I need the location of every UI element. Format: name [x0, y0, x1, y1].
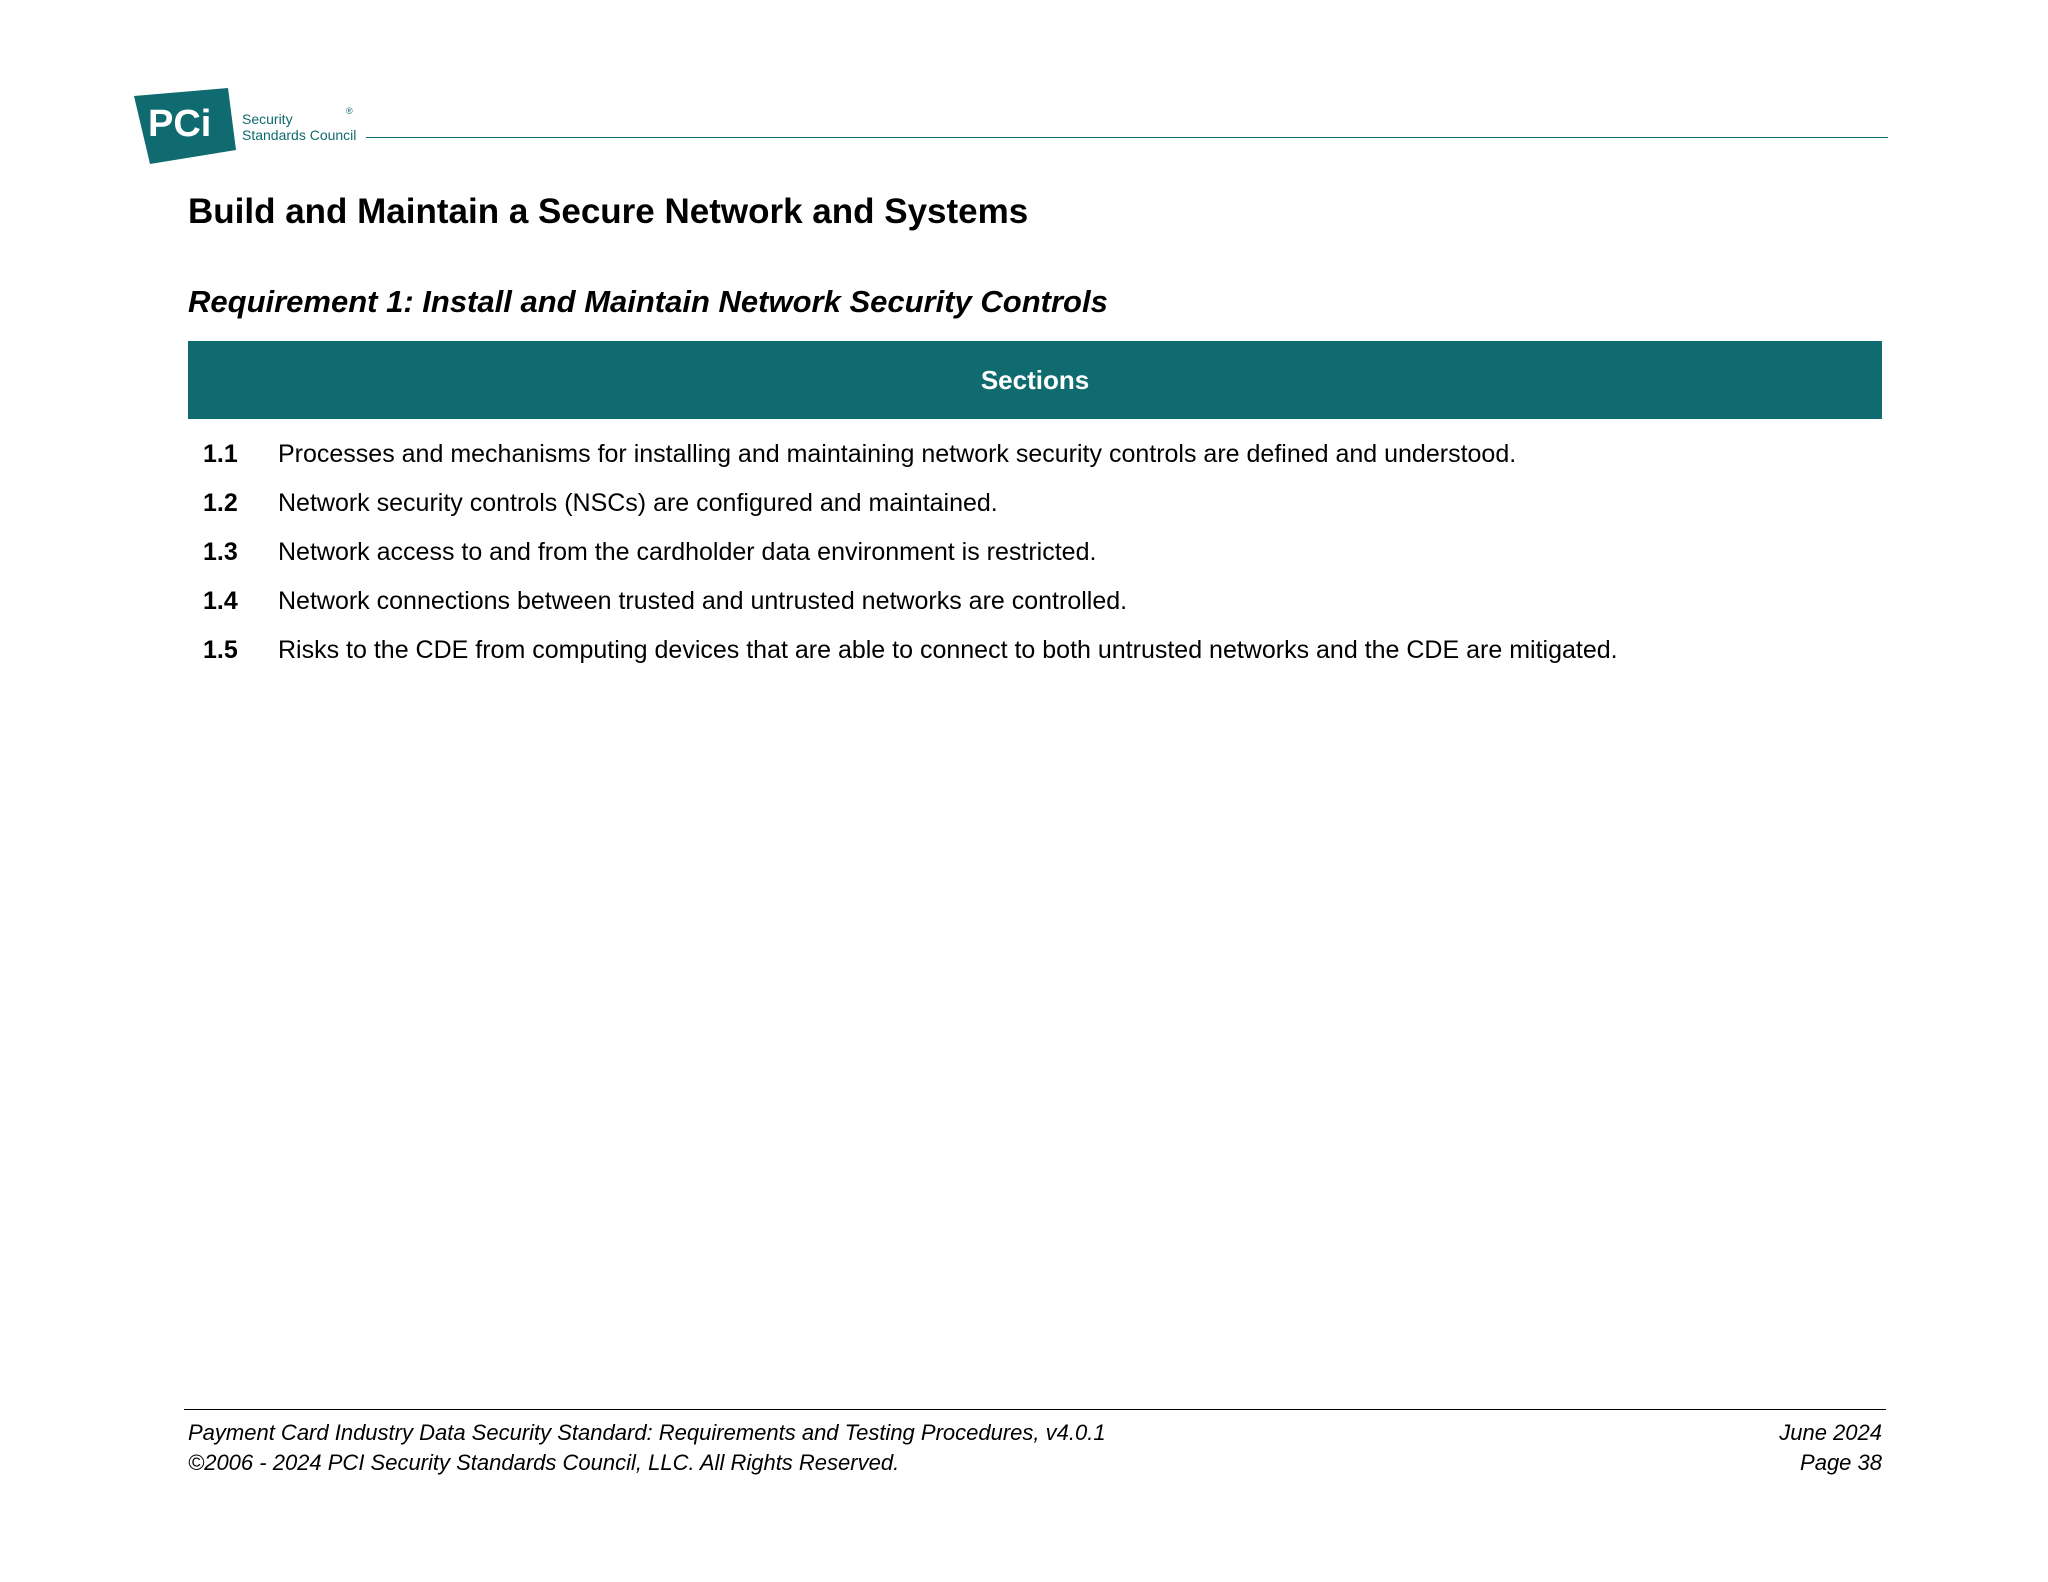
- footer-divider: [184, 1409, 1886, 1410]
- header-divider: [366, 137, 1888, 138]
- section-number: 1.4: [203, 587, 238, 615]
- list-item: [188, 577, 1882, 626]
- sections-table-header: [188, 341, 1882, 419]
- requirement-heading: Requirement 1: Install and Maintain Network Security Controls: [188, 284, 1108, 319]
- svg-text:PCi: PCi: [148, 103, 212, 145]
- pci-logo: [134, 88, 364, 164]
- svg-text:Security: Security: [242, 111, 293, 127]
- page-header: [134, 88, 1888, 168]
- section-text: Processes and mechanisms for installing and maintaining network security controls are defined and understood.: [278, 440, 1517, 468]
- section-text: Network connections between trusted and untrusted networks are controlled.: [278, 587, 1128, 615]
- section-number: 1.1: [203, 440, 238, 468]
- footer-copyright: ©2006 - 2024 PCI Security Standards Council, LLC. All Rights Reserved.: [188, 1450, 900, 1475]
- footer-date: June 2024: [1779, 1420, 1882, 1445]
- list-item: [188, 430, 1882, 479]
- sections-list: [188, 430, 1882, 675]
- list-item: [188, 626, 1882, 675]
- section-number: 1.3: [203, 538, 238, 566]
- section-text: Network access to and from the cardholder data environment is restricted.: [278, 538, 1097, 566]
- section-text: Network security controls (NSCs) are configured and maintained.: [278, 489, 998, 517]
- page-footer: [188, 1418, 1882, 1478]
- section-text: Risks to the CDE from computing devices that are able to connect to both untrusted networks and the CDE are mitigated.: [278, 636, 1618, 664]
- list-item: [188, 528, 1882, 577]
- list-item: [188, 479, 1882, 528]
- svg-text:Standards Council: Standards Council: [242, 127, 357, 143]
- section-heading: Build and Maintain a Secure Network and Systems: [188, 192, 1029, 231]
- footer-page-number: Page 38: [1800, 1450, 1882, 1475]
- section-number: 1.5: [203, 636, 238, 664]
- sections-header-label: Sections: [980, 364, 1090, 395]
- footer-document-title: Payment Card Industry Data Security Standard: Requirements and Testing Procedures, v4.0.1: [188, 1420, 1106, 1445]
- svg-text:®: ®: [346, 106, 353, 116]
- section-number: 1.2: [203, 489, 238, 517]
